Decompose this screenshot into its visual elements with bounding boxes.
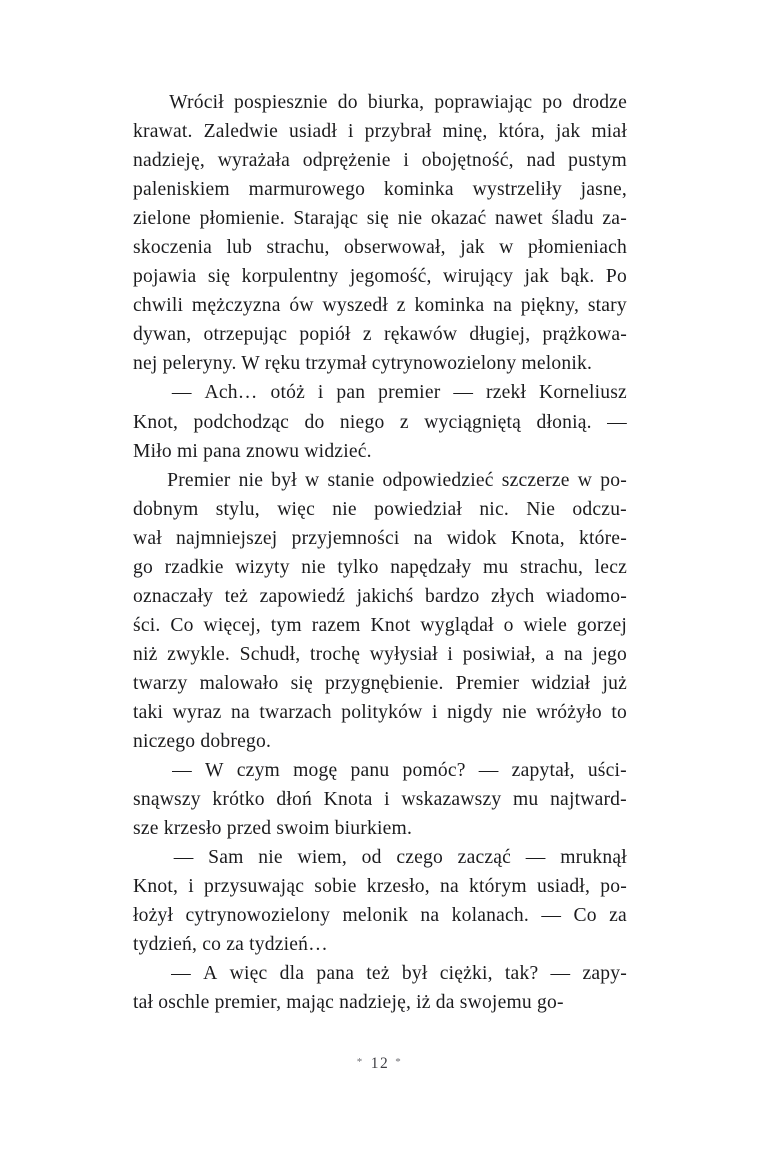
text-line: — W czym mogę panu pomóc? — zapytał, uści-	[133, 756, 627, 785]
text-line: dobnym stylu, więc nie powiedział nic. Nie odczu-	[133, 498, 627, 520]
text-line: Wrócił pospiesznie do biurka, poprawiając po drodze	[133, 88, 627, 117]
text-line: nej peleryny. W ręku trzymał cytrynowozielony melonik.	[133, 353, 593, 375]
text-line: tydzień, co za tydzień…	[133, 934, 328, 956]
text-line: paleniskiem marmurowego kominka wystrzeliły jasne,	[133, 179, 627, 201]
page-folio	[0, 1052, 760, 1074]
text-line: chwili mężczyzna ów wyszedł z kominka na piękny, stary	[133, 295, 627, 317]
text-line: Knot, podchodząc do niego z wyciągniętą dłonią. —	[133, 411, 627, 433]
text-line: Premier nie był w stanie odpowiedzieć szczerze w po-	[133, 466, 627, 495]
text-line: snąwszy krótko dłoń Knota i wskazawszy mu najtward-	[133, 789, 627, 811]
text-line: tał oschle premier, mając nadzieję, iż da swojemu go-	[133, 992, 564, 1014]
paragraph-indent	[133, 378, 159, 407]
text-line: ści. Co więcej, tym razem Knot wyglądał o wiele gorzej	[133, 614, 627, 636]
text-line: wał najmniejszej przyjemności na widok Knota, które-	[133, 527, 627, 549]
text-line: krawat. Zaledwie usiadł i przybrał minę, która, jak miał	[133, 121, 627, 143]
text-line: zielone płomienie. Starając się nie okazać nawet śladu za-	[133, 208, 627, 230]
folio-ornament-left-icon: *	[356, 1056, 365, 1068]
text-line: skoczenia lub strachu, obserwował, jak w płomieniach	[133, 237, 627, 259]
text-line: Knot, i przysuwając sobie krzesło, na którym usiadł, po-	[133, 876, 627, 898]
text-line: sze krzesło przed swoim biurkiem.	[133, 818, 413, 840]
text-line: Miło mi pana znowu widzieć.	[133, 440, 372, 462]
text-line: pojawia się korpulentny jegomość, wirujący jak bąk. Po	[133, 266, 627, 288]
folio-ornament-right-icon: *	[395, 1056, 404, 1068]
paragraph-indent	[133, 959, 159, 988]
text-line: łożył cytrynowozielony melonik na kolanach. — Co za	[133, 905, 627, 927]
paragraph-indent	[133, 756, 159, 785]
paragraph	[133, 843, 627, 959]
text-line: — Sam nie wiem, od czego zacząć — mruknął	[133, 843, 627, 872]
paragraph-indent	[133, 88, 159, 117]
text-line: dywan, otrzepując popiół z rękawów długiej, prążkowa-	[133, 324, 627, 346]
paragraph	[133, 756, 627, 843]
paragraph	[133, 466, 627, 756]
paragraph-indent	[133, 843, 159, 872]
paragraph-indent	[133, 466, 159, 495]
page-number: 12	[370, 1054, 390, 1072]
text-line: niczego dobrego.	[133, 731, 272, 753]
text-line: twarzy malowało się przygnębienie. Premier widział już	[133, 672, 627, 694]
text-line: nadzieję, wyrażała odprężenie i obojętność, nad pustym	[133, 150, 627, 172]
text-line: go rzadkie wizyty nie tylko napędzały mu strachu, lecz	[133, 556, 627, 578]
paragraph	[133, 378, 627, 465]
paragraph	[133, 88, 627, 378]
page-text-block	[133, 88, 627, 1018]
paragraph	[133, 959, 627, 1017]
text-line: — Ach… otóż i pan premier — rzekł Korneliusz	[133, 378, 627, 407]
text-line: niż zwykle. Schudł, trochę wyłysiał i posiwiał, a na jego	[133, 643, 627, 665]
text-line: — A więc dla pana też był ciężki, tak? — zapy-	[133, 959, 627, 988]
text-line: oznaczały też zapowiedź jakichś bardzo złych wiadomo-	[133, 585, 627, 607]
text-line: taki wyraz na twarzach polityków i nigdy nie wróżyło to	[133, 701, 627, 723]
